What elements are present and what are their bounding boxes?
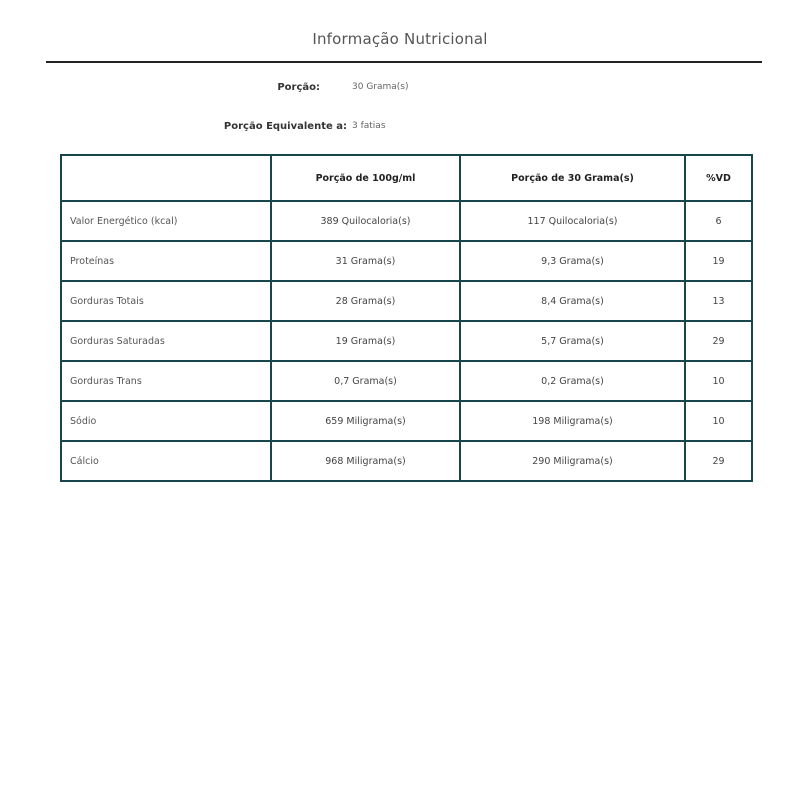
- page-title: Informação Nutricional: [312, 30, 488, 48]
- daily-value-percent: 10: [685, 401, 752, 441]
- table-row: [61, 401, 752, 441]
- header-per-portion: Porção de 30 Grama(s): [460, 155, 685, 201]
- equivalent-portion-label: Porção Equivalente a:: [223, 121, 347, 132]
- header-nutrient: [61, 155, 271, 201]
- value-per-100: 28 Grama(s): [271, 281, 460, 321]
- value-per-100: 19 Grama(s): [271, 321, 460, 361]
- value-per-portion: 198 Miligrama(s): [460, 401, 685, 441]
- nutrient-name: Gorduras Trans: [61, 361, 271, 401]
- header-per-100: Porção de 100g/ml: [271, 155, 460, 201]
- header-daily-value: %VD: [685, 155, 752, 201]
- value-per-100: 0,7 Grama(s): [271, 361, 460, 401]
- table-row: [61, 201, 752, 241]
- title-divider: [46, 61, 762, 63]
- table-row: [61, 361, 752, 401]
- daily-value-percent: 6: [685, 201, 752, 241]
- table-row: [61, 441, 752, 481]
- nutrient-name: Proteínas: [61, 241, 271, 281]
- value-per-portion: 117 Quilocaloria(s): [460, 201, 685, 241]
- value-per-100: 659 Miligrama(s): [271, 401, 460, 441]
- table-header-row: [61, 155, 752, 201]
- portion-value: 30 Grama(s): [352, 82, 409, 92]
- table-row: [61, 321, 752, 361]
- portion-label: Porção:: [277, 82, 320, 93]
- nutrient-name: Valor Energético (kcal): [61, 201, 271, 241]
- equivalent-portion-value: 3 fatias: [352, 121, 386, 131]
- daily-value-percent: 13: [685, 281, 752, 321]
- nutrient-name: Gorduras Totais: [61, 281, 271, 321]
- value-per-portion: 290 Miligrama(s): [460, 441, 685, 481]
- table-row: [61, 281, 752, 321]
- value-per-portion: 9,3 Grama(s): [460, 241, 685, 281]
- table-row: [61, 241, 752, 281]
- nutrition-table: [60, 154, 753, 482]
- value-per-portion: 8,4 Grama(s): [460, 281, 685, 321]
- daily-value-percent: 29: [685, 321, 752, 361]
- nutrient-name: Gorduras Saturadas: [61, 321, 271, 361]
- value-per-100: 31 Grama(s): [271, 241, 460, 281]
- value-per-100: 968 Miligrama(s): [271, 441, 460, 481]
- daily-value-percent: 29: [685, 441, 752, 481]
- daily-value-percent: 19: [685, 241, 752, 281]
- daily-value-percent: 10: [685, 361, 752, 401]
- value-per-100: 389 Quilocaloria(s): [271, 201, 460, 241]
- value-per-portion: 0,2 Grama(s): [460, 361, 685, 401]
- value-per-portion: 5,7 Grama(s): [460, 321, 685, 361]
- nutrient-name: Cálcio: [61, 441, 271, 481]
- nutrient-name: Sódio: [61, 401, 271, 441]
